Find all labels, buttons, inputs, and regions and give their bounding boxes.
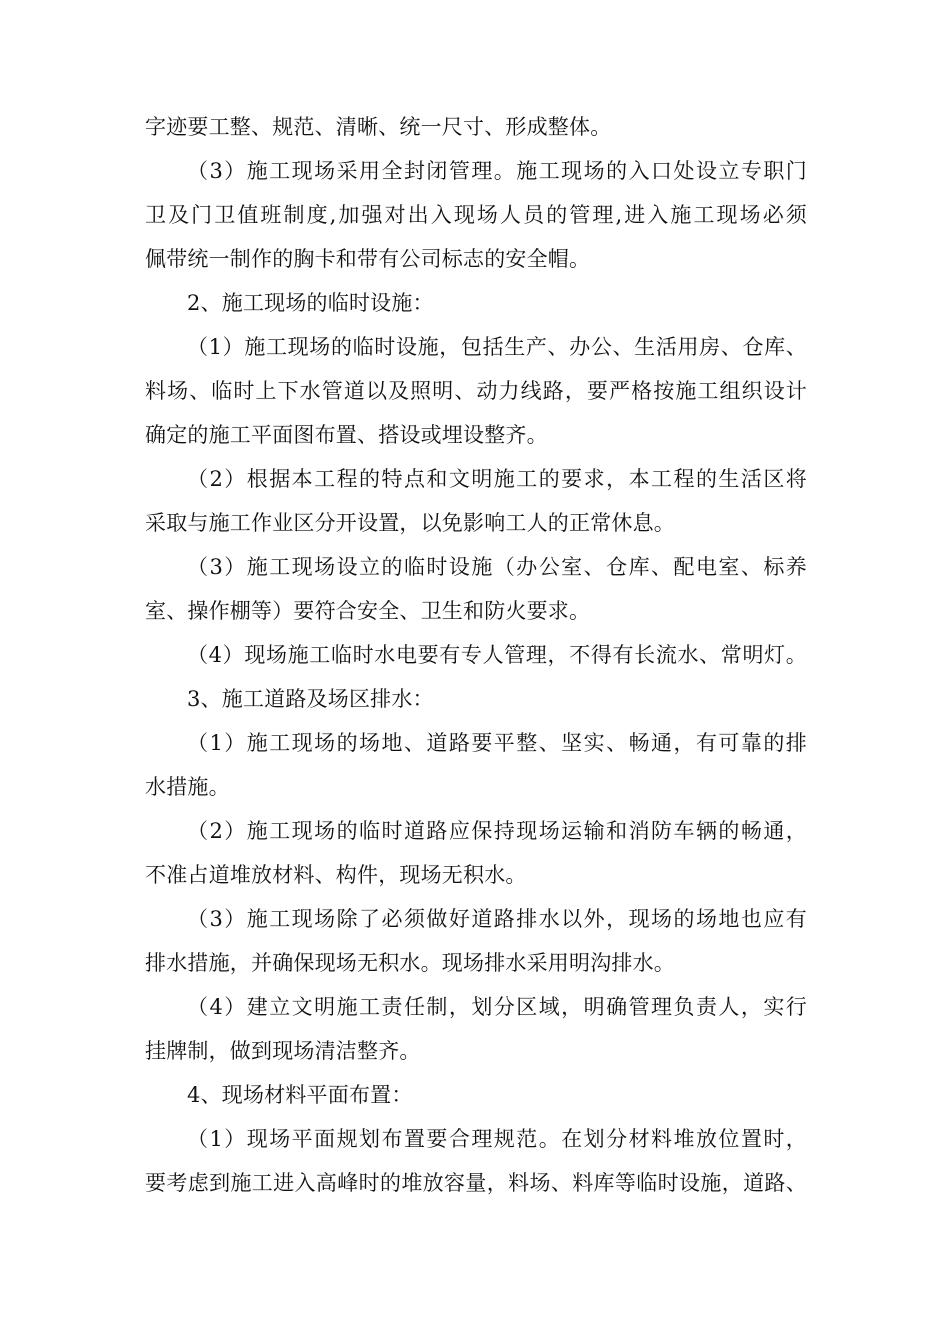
text-line-3: 卫及门卫值班制度,加强对出入现场人员的管理,进入施工现场必须 (145, 203, 807, 227)
text-line-17: （2）施工现场的临时道路应保持现场运输和消防车辆的畅通， (187, 819, 807, 843)
section-heading-3: 3、施工道路及场区排水： (187, 687, 434, 711)
text-line-21: （4）建立文明施工责任制，划分区域，明确管理负责人，实行 (187, 995, 807, 1019)
text-line-11: （3）施工现场设立的临时设施（办公室、仓库、配电室、标养 (187, 555, 807, 579)
text-line-7: 料场、临时上下水管道以及照明、动力线路，要严格按施工组织设计 (145, 379, 807, 403)
text-line-20: 排水措施，并确保现场无积水。现场排水采用明沟排水。 (145, 951, 675, 975)
text-line-22: 挂牌制，做到现场清洁整齐。 (145, 1039, 421, 1063)
text-line-9: （2）根据本工程的特点和文明施工的要求，本工程的生活区将 (187, 467, 807, 491)
text-line-6: （1）施工现场的临时设施，包括生产、办公、生活用房、仓库、 (187, 335, 807, 359)
text-line-15: （1）施工现场的场地、道路要平整、坚实、畅通，有可靠的排 (187, 731, 807, 755)
text-line-12: 室、操作棚等）要符合安全、卫生和防火要求。 (145, 599, 591, 623)
text-line-8: 确定的施工平面图布置、搭设或埋设整齐。 (145, 423, 548, 447)
text-line-10: 采取与施工作业区分开设置，以免影响工人的正常休息。 (145, 511, 675, 535)
text-line-18: 不准占道堆放材料、构件，现场无积水。 (145, 863, 527, 887)
text-line-2: （3）施工现场采用全封闭管理。施工现场的入口处设立专职门 (187, 159, 807, 183)
text-line-13: （4）现场施工临时水电要有专人管理，不得有长流水、常明灯。 (187, 643, 807, 667)
text-line-16: 水措施。 (145, 775, 230, 799)
text-line-4: 佩带统一制作的胸卡和带有公司标志的安全帽。 (145, 247, 591, 271)
section-heading-2: 2、施工现场的临时设施： (187, 291, 434, 315)
text-line-19: （3）施工现场除了必须做好道路排水以外，现场的场地也应有 (187, 907, 807, 931)
section-heading-4: 4、现场材料平面布置： (187, 1083, 413, 1107)
text-line-1: 字迹要工整、规范、清晰、统一尺寸、形成整体。 (145, 115, 612, 139)
text-line-24: （1）现场平面规划布置要合理规范。在划分材料堆放位置时， (187, 1127, 807, 1151)
text-line-25: 要考虑到施工进入高峰时的堆放容量，料场、料库等临时设施，道路、 (145, 1171, 807, 1195)
